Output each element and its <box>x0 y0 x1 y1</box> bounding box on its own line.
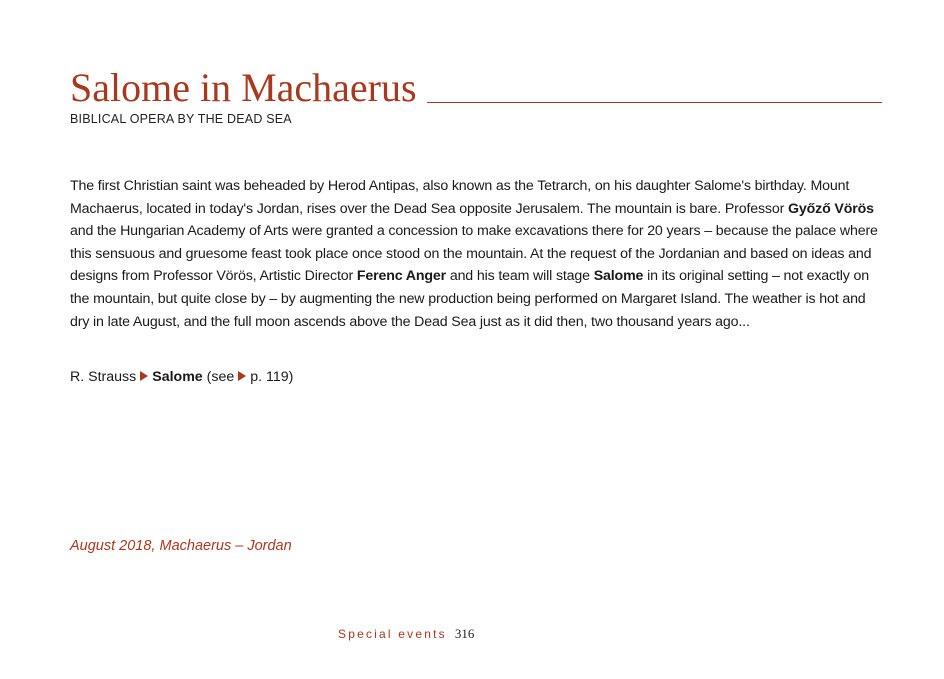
page-footer <box>338 626 474 642</box>
right-triangle-icon <box>140 371 148 381</box>
page-reference-link[interactable]: p. 119) <box>250 369 294 385</box>
page-subtitle: BIBLICAL OPERA BY THE DEAD SEA <box>70 112 292 126</box>
work-title-salome: Salome <box>593 268 644 285</box>
article-body <box>70 175 885 333</box>
body-text-4: in its original setting – not exactly on the mountain, but quite close by – by augmenting the new production being performed on Margaret Island. The weather is hot and dry in late August, and the full moon ascends above the Dead Sea just as it did then, two thousand years ago... <box>70 268 869 330</box>
dateline: August 2018, Machaerus – Jordan <box>70 538 292 554</box>
person-name-voros: Győző Vörös <box>787 200 874 217</box>
cross-reference <box>70 366 293 388</box>
body-text-3: and his team will stage <box>446 268 594 285</box>
title-rule <box>427 102 882 103</box>
body-text-2: and the Hungarian Academy of Arts were granted a concession to make excavations there for 20 years – because the palace where this sensuous and gruesome feast took place once stood on the mountain. At the request of the Jordanian and based on ideas and designs from Professor Vörös, Artistic Director <box>70 223 878 285</box>
footer-section-name: Special events <box>338 627 447 641</box>
person-name-anger: Ferenc Anger <box>356 268 447 285</box>
right-triangle-icon <box>238 371 246 381</box>
page-number: 316 <box>454 626 475 641</box>
page-title: Salome in Machaerus <box>70 65 417 110</box>
body-text-1: The first Christian saint was beheaded by Herod Antipas, also known as the Tetrarch, on his daughter Salome's birthday. Mount Machaerus, located in today's Jordan, rises over the Dead Sea opposite Jerusalem. The mountain is bare. Professor <box>70 178 850 217</box>
title-row <box>70 64 882 112</box>
composer-name: R. Strauss <box>70 369 137 385</box>
reference-work-link[interactable]: Salome <box>152 369 203 385</box>
see-label: (see <box>206 369 235 385</box>
